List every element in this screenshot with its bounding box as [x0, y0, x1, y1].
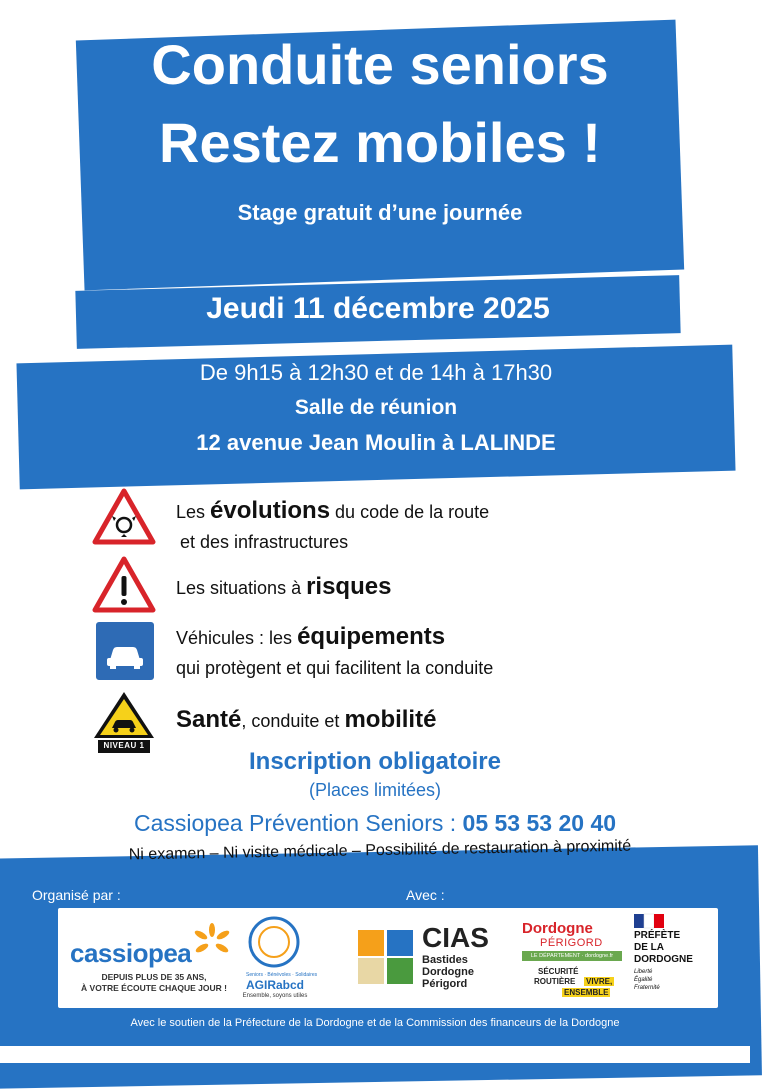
- topic-risques: Les situations à risques: [176, 573, 392, 600]
- motto-1: Liberté: [634, 969, 653, 975]
- with-label: Avec :: [406, 887, 445, 903]
- dp-name-2: PÉRIGORD: [540, 937, 603, 949]
- agir-ring-text: Seniors · Bénévoles · Solidaires: [246, 972, 318, 978]
- contact-line: [0, 810, 750, 837]
- securite-line-1: SÉCURITÉ: [538, 967, 579, 976]
- topic-equipements: Véhicules : les équipements qui protègent et qui facilitent la conduite: [176, 623, 494, 678]
- prefete-line-2: DE LA: [634, 942, 664, 953]
- agir-ring-icon: [246, 914, 302, 970]
- agir-tagline: Ensemble, soyons utiles: [242, 993, 308, 999]
- support-text: Avec le soutien de la Préfecture de la Dordogne et de la Commission des financeurs de la Dordogne: [130, 1017, 620, 1029]
- contact-name: Cassiopea Prévention Seniors :: [133, 810, 463, 836]
- title-line-2: Restez mobiles !: [159, 111, 601, 174]
- niveau-label: NIVEAU 1: [103, 741, 145, 750]
- vivre-line-2: ENSEMBLE: [564, 988, 609, 997]
- dp-name-1: Dordogne: [522, 920, 593, 937]
- hours-text: De 9h15 à 12h30 et de 14h à 17h30: [199, 360, 553, 385]
- motto-3: Fraternité: [634, 985, 660, 991]
- cias-line-1: Bastides: [422, 954, 468, 966]
- registration-note: (Places limitées): [308, 780, 442, 800]
- cias-title: CIAS: [422, 922, 489, 953]
- securite-line-2: ROUTIÈRE: [534, 977, 576, 986]
- topic-evolutions: Les évolutions du code de la route et des infrastructures: [176, 497, 490, 552]
- marianne-flag-icon: [634, 914, 664, 928]
- phone-number[interactable]: 05 53 53 20 40: [462, 810, 617, 836]
- roundabout-sign-icon: [92, 488, 156, 546]
- cassiopea-tagline-1: DEPUIS PLUS DE 35 ANS,: [101, 972, 207, 982]
- registration-title: Inscription obligatoire: [248, 748, 501, 775]
- cassiopea-logo-text: cassiopea: [70, 938, 192, 968]
- prefete-line-3: DORDOGNE: [634, 954, 693, 965]
- topic-sante: Santé, conduite et mobilité: [176, 706, 437, 733]
- address-text: 12 avenue Jean Moulin à LALINDE: [196, 430, 556, 455]
- disclaimer: Ni examen – Ni visite médicale – Possibilité de restauration à proximité: [128, 837, 632, 864]
- motto-2: Égalité: [634, 977, 653, 983]
- room-text: Salle de réunion: [294, 396, 458, 419]
- title-line-1: Conduite seniors: [151, 33, 609, 96]
- organised-by-label: Organisé par :: [32, 887, 121, 903]
- prefete-line-1: PRÉFÈTE: [634, 930, 681, 941]
- vivre-line-1: VIVRE,: [586, 977, 613, 986]
- cias-line-3: Périgord: [422, 978, 468, 990]
- cias-squares-icon: [356, 926, 416, 986]
- date-text: Jeudi 11 décembre 2025: [206, 292, 550, 325]
- danger-sign-icon: [92, 556, 156, 614]
- car-sign-icon: [94, 620, 156, 682]
- footer-bottom-margin: [0, 1046, 750, 1063]
- cias-line-2: Dordogne: [422, 966, 474, 978]
- cassiopea-tagline-2: À VOTRE ÉCOUTE CHAQUE JOUR !: [81, 983, 227, 993]
- dp-strip: LE DÉPARTEMENT · dordogne.fr: [522, 951, 622, 961]
- agir-logo-text: AGIRabcd: [245, 978, 304, 992]
- subtitle: Stage gratuit d’une journée: [237, 200, 523, 225]
- cassiopea-star-icon: [192, 922, 232, 962]
